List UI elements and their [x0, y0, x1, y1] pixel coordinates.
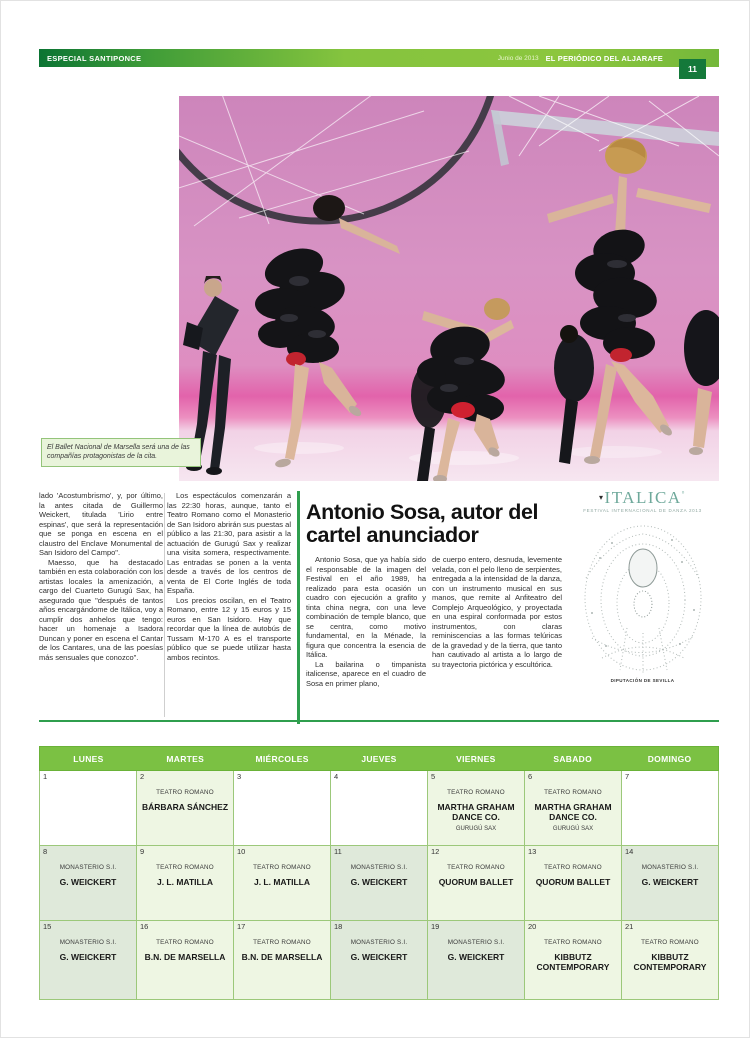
event-venue: MONASTERIO S.I.: [447, 939, 505, 946]
event-artist: G. WEICKERT: [447, 952, 505, 962]
day-number: 10: [237, 847, 246, 856]
day-number: 5: [431, 772, 436, 781]
header-right: [498, 49, 663, 67]
paragraph: de cuerpo entero, desnuda, levemente velada, con el pelo lleno de serpientes, entregada a la intensidad de la danza, con un instrumento musical en sus manos, que remite al Anfiteatro del Complejo Arqueológico, y proyectada en una espiral conformada por estos instrumentos, con claras reminiscencias a las formas telúricas de la gravedad y de la tierra, que tanto han cautivado al artista a lo largo de su trayectoria pictórica y escultórica.: [432, 555, 562, 669]
day-number: 18: [334, 922, 343, 931]
event-artist: G. WEICKERT: [641, 877, 699, 887]
event-artist: KIBBUTZ CONTEMPORARY: [536, 952, 610, 972]
paragraph: Los precios oscilan, en el Teatro Romano, entre 12 y 15 euros y 15 euros en San Isidoro. Hay que recordar que la línea de autobús de Tussam M-170 A es el transporte público que se puede utilizar hasta ambos recintos.: [167, 595, 291, 662]
event-venue: TEATRO ROMANO: [156, 864, 214, 871]
event-venue: MONASTERIO S.I.: [641, 864, 699, 871]
day-number: 6: [528, 772, 533, 781]
day-number: 16: [140, 922, 149, 931]
sosa-column-2: [432, 555, 562, 669]
event-venue: TEATRO ROMANO: [544, 864, 602, 871]
photo-caption: El Ballet Nacional de Marsella será una de las compañías protagonistas de la cita.: [41, 438, 201, 467]
day-number: 21: [625, 922, 634, 931]
day-number: 19: [431, 922, 440, 931]
logo-circle-icon: °: [681, 490, 686, 498]
event-venue: TEATRO ROMANO: [544, 939, 602, 946]
day-number: 15: [43, 922, 52, 931]
issue-date: Junio de 2013: [497, 54, 539, 62]
paragraph: Antonio Sosa, que ya había sido el responsable de la imagen del Festival en el año 1989, ha realizado para esta ocasión un cuadro con ejecución a grafito y tinta china negra, con una leve combinación de temple blanco, que se centra, como motivo fundamental, en la Ménade, la figura que concentra la esencia de Itálica.: [306, 555, 426, 660]
event-venue: MONASTERIO S.I.: [350, 864, 408, 871]
italica-logo: [566, 488, 719, 508]
calendar-day-cell: [622, 846, 719, 921]
event-artist: J. L. MATILLA: [156, 877, 214, 887]
section-divider-rule: [39, 720, 719, 722]
story-headline: Antonio Sosa, autor del cartel anunciador: [306, 500, 539, 547]
day-number: 1: [43, 772, 48, 781]
calendar-grid: [39, 771, 719, 1000]
day-number: 14: [625, 847, 634, 856]
day-number: 7: [625, 772, 630, 781]
calendar-day-cell: [622, 771, 719, 846]
weekday-label: JUEVES: [361, 754, 397, 764]
calendar-day-cell: [331, 771, 428, 846]
event-venue: TEATRO ROMANO: [544, 789, 602, 796]
calendar-day-cell: [234, 921, 331, 1000]
calendar-day-cell: [137, 771, 234, 846]
publication-title: EL PERIÓDICO DEL ALJARAFE: [545, 53, 663, 63]
article-column-1: [39, 491, 163, 662]
event-artist: KIBBUTZ CONTEMPORARY: [633, 952, 707, 972]
day-number: 12: [431, 847, 440, 856]
event-artist: G. WEICKERT: [350, 877, 408, 887]
event-artist: MARTHA GRAHAM DANCE CO.: [437, 802, 515, 822]
calendar-day-cell: [331, 921, 428, 1000]
logo-triangle-icon: ▾: [599, 493, 605, 502]
event-extra: GURUGÚ SAX: [455, 825, 497, 832]
weekday-label: VIERNES: [456, 754, 496, 764]
calendar-day-cell: [428, 846, 525, 921]
calendar-day-cell: [331, 846, 428, 921]
event-artist: BÁRBARA SÁNCHEZ: [141, 802, 229, 812]
event-venue: TEATRO ROMANO: [447, 789, 505, 796]
header-bar: [39, 49, 719, 67]
event-artist: B.N. DE MARSELLA: [144, 952, 226, 962]
day-number: 3: [237, 772, 242, 781]
calendar-day-cell: [40, 921, 137, 1000]
event-artist: QUORUM BALLET: [535, 877, 611, 887]
day-number: 13: [528, 847, 537, 856]
day-number: 20: [528, 922, 537, 931]
day-number: 9: [140, 847, 145, 856]
paragraph: Los espectáculos comenzarán a las 22:30 horas, aunque, tanto el Teatro Romano como el Monasterio de San Isidoro abrirán sus puestas al público a las 21:30, para asistir a la actuación de Gurugú Sax y realizar una visita somera, respectivamente. Las entradas se ponen a la venta desde a través de los centros de venta de El Corte Inglés de toda España.: [167, 491, 291, 596]
italica-ad: [566, 488, 719, 716]
calendar-day-cell: [234, 846, 331, 921]
event-venue: MONASTERIO S.I.: [59, 864, 117, 871]
page-number-badge: 11: [679, 59, 706, 79]
day-number: 8: [43, 847, 48, 856]
event-artist: QUORUM BALLET: [438, 877, 514, 887]
calendar-day-cell: [40, 771, 137, 846]
day-number: 4: [334, 772, 339, 781]
calendar-header-row: [39, 746, 719, 771]
event-venue: MONASTERIO S.I.: [350, 939, 408, 946]
event-venue: TEATRO ROMANO: [156, 789, 214, 796]
sosa-column-1: [306, 555, 426, 688]
event-artist: G. WEICKERT: [59, 877, 117, 887]
headline-rule: [297, 491, 300, 724]
day-number: 2: [140, 772, 145, 781]
paragraph: La bailarina o timpanista italicense, aparece en el cuadro de Sosa en primer plano,: [306, 659, 426, 688]
calendar-day-cell: [525, 921, 622, 1000]
calendar-day-cell: [137, 921, 234, 1000]
paragraph: lado 'Acostumbrismo', y, por último, la antes citada de Guillermo Weickert, titulada 'Lirio entre espinas', que será la representación que se ponga en escena en el claustro del Enclave Monumental de San Isidoro del Campo".: [39, 491, 163, 558]
weekday-label: DOMINGO: [647, 754, 692, 764]
event-artist: G. WEICKERT: [59, 952, 117, 962]
calendar-day-cell: [622, 921, 719, 1000]
weekday-label: LUNES: [73, 754, 104, 764]
italica-subtitle: FESTIVAL INTERNACIONAL DE DANZA 2013: [583, 508, 702, 513]
logo-text: ITALICA: [604, 488, 682, 507]
calendar-day-cell: [137, 846, 234, 921]
event-venue: TEATRO ROMANO: [641, 939, 699, 946]
calendar-day-cell: [525, 846, 622, 921]
weekday-label: MIÉRCOLES: [255, 754, 309, 764]
event-venue: TEATRO ROMANO: [447, 864, 505, 871]
event-extra: GURUGÚ SAX: [552, 825, 594, 832]
calendar-day-cell: [525, 771, 622, 846]
day-number: 11: [334, 847, 342, 856]
paragraph: Maesso, que ha destacado también en esta colaboración con los artistas locales la amenización, a cargo del Cuarteto Gurugú Sax, ha asegurado que "después de tantos años encargándome de Itálica, voy a cumplir dos anhelos que tengo: hacer un homenaje a Isadora Duncan y poner en escena el Cantar de los Cantares, una de las poesías más sensuales que conozco".: [39, 557, 163, 662]
weekday-label: MARTES: [166, 754, 205, 764]
article-column-2: [167, 491, 291, 662]
calendar-day-cell: [428, 921, 525, 1000]
festival-calendar: [39, 746, 719, 1000]
event-artist: G. WEICKERT: [350, 952, 408, 962]
event-artist: B.N. DE MARSELLA: [241, 952, 323, 962]
event-venue: TEATRO ROMANO: [253, 939, 311, 946]
menade-sketch: [572, 518, 714, 676]
dancers-photo: [179, 96, 719, 481]
event-artist: J. L. MATILLA: [253, 877, 311, 887]
event-venue: MONASTERIO S.I.: [59, 939, 117, 946]
ad-footer-text: DIPUTACIÓN DE SEVILLA: [610, 678, 675, 683]
event-venue: TEATRO ROMANO: [253, 864, 311, 871]
day-number: 17: [237, 922, 246, 931]
event-artist: MARTHA GRAHAM DANCE CO.: [534, 802, 612, 822]
section-label: ESPECIAL SANTIPONCE: [47, 53, 142, 63]
column-divider: [164, 493, 165, 717]
weekday-label: SABADO: [553, 754, 593, 764]
event-venue: TEATRO ROMANO: [156, 939, 214, 946]
calendar-day-cell: [234, 771, 331, 846]
calendar-day-cell: [40, 846, 137, 921]
calendar-day-cell: [428, 771, 525, 846]
